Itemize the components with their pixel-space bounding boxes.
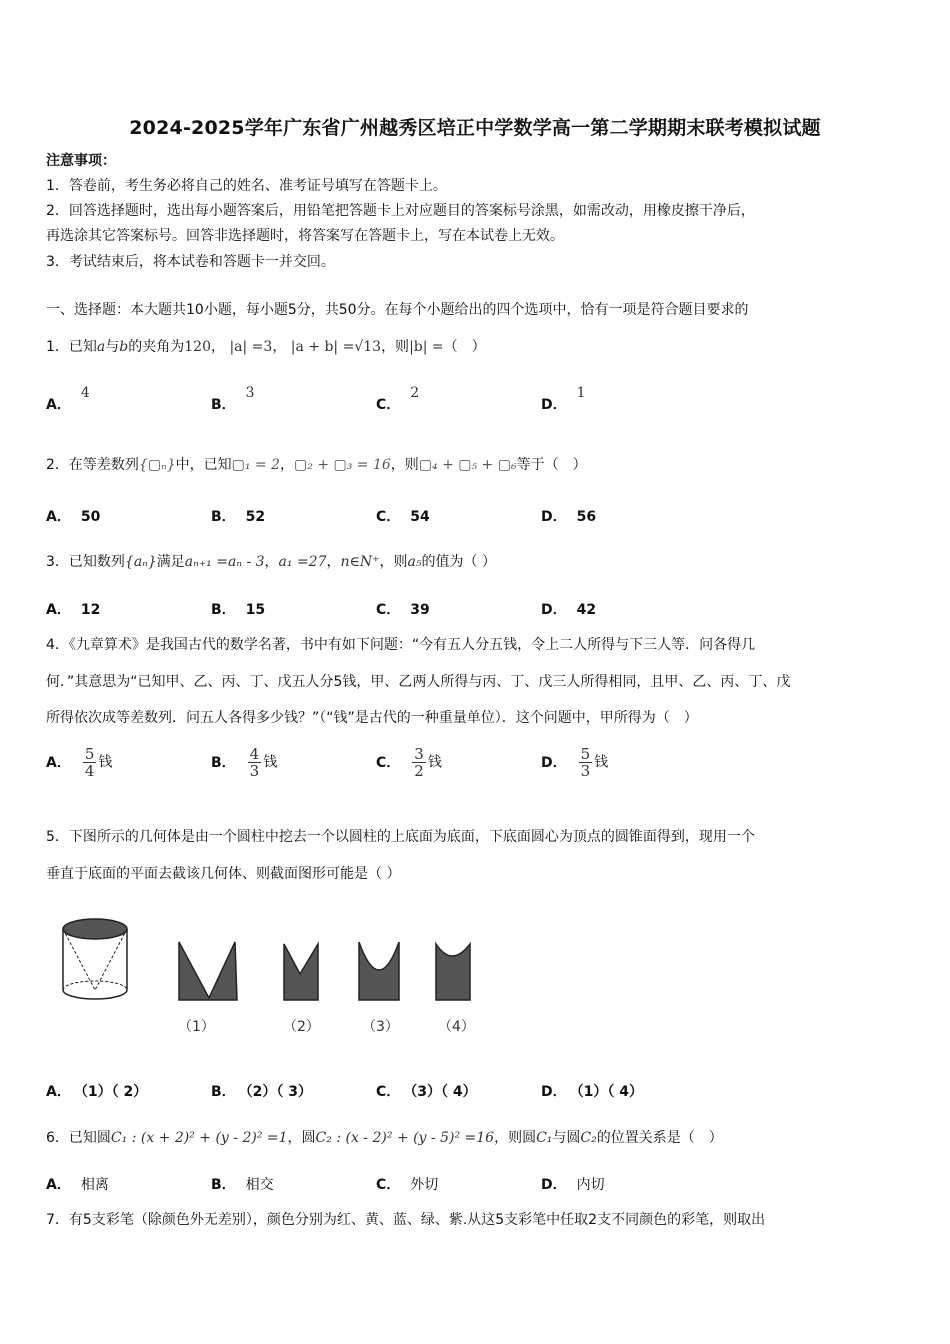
q1-with: 与 <box>105 339 120 355</box>
q3-option-d[interactable]: D． 42 <box>541 602 597 618</box>
question-7: 7．有5支彩笔（除颜色外无差别），颜色分别为红、黄、蓝、绿、紫.从这5支彩笔中任取2支不同颜色的彩笔，则取出 <box>46 1212 766 1228</box>
q2-then: ，则 <box>390 457 419 473</box>
q3-option-b[interactable]: B． 15 <box>211 602 266 618</box>
notice-item: 再选涂其它答案标号。回答非选择题时，将答案写在答题卡上，写在本试卷上无效。 <box>46 228 564 244</box>
circle-c2-eq: C₂ : (x - 2)² + (y - 5)² =16 <box>315 1130 495 1146</box>
recurrence: aₙ₊₁ =aₙ - 3 <box>184 554 265 570</box>
q3-comma2: ， <box>326 554 341 570</box>
q1-angle-text: 的夹角为 <box>128 339 185 355</box>
q3-tail: 的值为（ ） <box>421 554 496 570</box>
q5-option-a[interactable]: A． （1）（ 2） <box>46 1084 148 1100</box>
q1-option-d[interactable]: D．1 <box>541 385 586 413</box>
question-5-line: 5．下图所示的几何体是由一个圆柱中挖去一个以圆柱的上底面为底面，下底面圆心为顶点的圆锥面得到，现用一个 <box>46 829 755 845</box>
q1-option-a[interactable]: A．4 <box>46 385 90 413</box>
q5-option-d[interactable]: D． （1）（ 4） <box>541 1084 643 1100</box>
notice-item: 1．答卷前，考生务必将自己的姓名、准考证号填写在答题卡上。 <box>46 178 447 194</box>
q2-prefix: 2．在等差数列 <box>46 457 139 473</box>
circle-c1: C₁ <box>536 1130 553 1146</box>
q3-prefix: 3．已知数列 <box>46 554 125 570</box>
q6-with: 与圆 <box>552 1130 581 1146</box>
cond-a1: ▢₁ = 2 <box>231 457 281 473</box>
q1-sep: ， <box>210 339 225 355</box>
cross-section-3 <box>355 938 405 1004</box>
figure-label: （2） <box>283 1019 320 1035</box>
question-4-line: 何．”其意思为“已知甲、乙、丙、丁、戊五人分5钱，甲、乙两人所得与丙、丁、戊三人所得相同，且甲、乙、丙、丁、戊 <box>46 674 791 690</box>
cross-section-1 <box>175 936 241 1004</box>
question-3 <box>46 552 496 572</box>
question-2 <box>46 455 587 475</box>
q2-option-a[interactable]: A． 50 <box>46 509 101 525</box>
angle-value: 120 <box>184 339 211 355</box>
question-5-line: 垂直于底面的平面去截该几何体、则截面图形可能是（ ） <box>46 866 401 882</box>
q2-comma: ， <box>280 457 295 473</box>
expr-a4-a6: ▢₄ + ▢₅ + ▢₆ <box>418 457 517 473</box>
q6-option-a[interactable]: A． 相离 <box>46 1177 109 1193</box>
q2-option-c[interactable]: C． 54 <box>376 509 430 525</box>
q3-option-a[interactable]: A． 12 <box>46 602 101 618</box>
q2-tail: 等于（ ） <box>516 457 587 473</box>
q3-comma: ， <box>264 554 279 570</box>
domain-n: n∈N⁺ <box>340 554 380 570</box>
q6-then: ，则圆 <box>494 1130 537 1146</box>
q1-paren: （ ） <box>443 339 486 355</box>
q3-mid: 满足 <box>156 554 185 570</box>
q4-option-d[interactable]: D． $\frac{5}{3}$ 钱 <box>541 745 609 780</box>
seq-an: {aₙ} <box>124 554 157 570</box>
q3-then: ，则 <box>379 554 408 570</box>
abs-a: |a| =3 <box>229 339 273 355</box>
q6-option-c[interactable]: C． 外切 <box>376 1177 439 1193</box>
q1-prefix: 1．已知 <box>46 339 97 355</box>
section-heading: 一、选择题：本大题共10小题，每小题5分，共50分。在每个小题给出的四个选项中，恰有一项是符合题目要求的 <box>46 302 749 318</box>
figure-label: （4） <box>438 1019 475 1035</box>
q2-option-d[interactable]: D． 56 <box>541 509 597 525</box>
q5-option-c[interactable]: C． （3）（ 4） <box>376 1084 477 1100</box>
abs-a-plus-b: |a + b| =√13 <box>290 339 382 355</box>
q2-mid: 中，已知 <box>175 457 232 473</box>
cross-section-4 <box>432 940 474 1004</box>
circle-c2: C₂ <box>580 1130 597 1146</box>
vector-b: b <box>119 339 129 355</box>
circle-c1-eq: C₁ : (x + 2)² + (y - 2)² =1 <box>110 1130 288 1146</box>
question-6 <box>46 1128 723 1148</box>
question-1: 1．已知a与b的夹角为120， |a| =3， |a + b| =√13，则|b| =（ ） <box>46 339 486 355</box>
cylinder-figure <box>55 914 135 1002</box>
abs-b: |b| = <box>409 339 444 355</box>
vector-a: a <box>96 339 106 355</box>
notice-item: 3．考试结束后，将本试卷和答题卡一并交回。 <box>46 254 335 270</box>
notice-item: 2．回答选择题时，选出每小题答案后，用铅笔把答题卡上对应题目的答案标号涂黑，如需改动，用橡皮擦干净后， <box>46 203 755 219</box>
q6-option-b[interactable]: B． 相交 <box>211 1177 274 1193</box>
q6-mid: ，圆 <box>287 1130 316 1146</box>
q6-prefix: 6．已知圆 <box>46 1130 111 1146</box>
q2-option-b[interactable]: B． 52 <box>211 509 266 525</box>
q6-tail: 的位置关系是（ ） <box>596 1130 723 1146</box>
cross-section-2 <box>280 940 324 1004</box>
target-a5: a₅ <box>407 554 422 570</box>
q3-option-c[interactable]: C． 39 <box>376 602 430 618</box>
q1-option-b[interactable]: B．3 <box>211 385 255 413</box>
figure-label: （3） <box>362 1019 399 1035</box>
page-title: 2024-2025学年广东省广州越秀区培正中学数学高一第二学期期末联考模拟试题 <box>129 117 821 139</box>
q6-option-d[interactable]: D． 内切 <box>541 1177 605 1193</box>
notice-heading: 注意事项： <box>46 153 116 169</box>
figure-label: （1） <box>178 1019 215 1035</box>
question-4-line: 所得依次成等差数列．问五人各得多少钱？”（“钱”是古代的一种重量单位）．这个问题中，甲所得为（ ） <box>46 710 698 726</box>
question-4-line: 4．《九章算术》是我国古代的数学名著，书中有如下问题：“今有五人分五钱，令上二人所得与下三人等．问各得几 <box>46 637 756 653</box>
initial-value: a₁ =27 <box>278 554 327 570</box>
cond-a2-a3: ▢₂ + ▢₃ = 16 <box>294 457 391 473</box>
q4-option-b[interactable]: B． $\frac{4}{3}$ 钱 <box>211 745 278 780</box>
seq-an: {▢ₙ} <box>138 457 176 473</box>
q5-option-b[interactable]: B． （2）（ 3） <box>211 1084 313 1100</box>
q4-option-a[interactable]: A． $\frac{5}{4}$ 钱 <box>46 745 113 780</box>
q4-option-c[interactable]: C． $\frac{3}{2}$ 钱 <box>376 745 442 780</box>
q1-option-c[interactable]: C．2 <box>376 385 420 413</box>
q1-then: ，则 <box>381 339 410 355</box>
